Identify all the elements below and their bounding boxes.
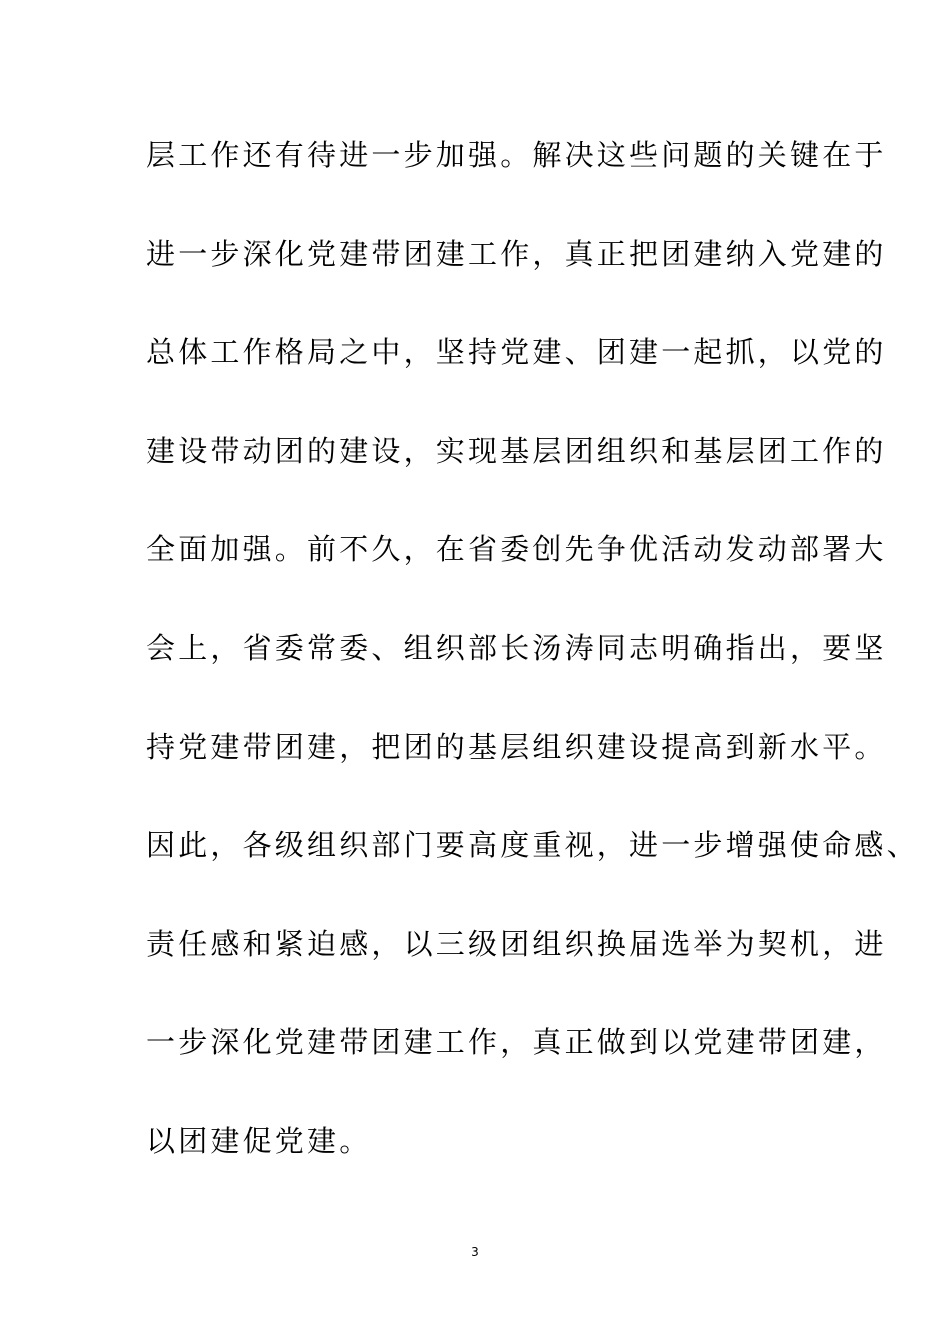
text-line: 总体工作格局之中，坚持党建、团建一起抓，以党的	[146, 335, 887, 370]
text-line: 建设带动团的建设，实现基层团组织和基层团工作的	[146, 433, 887, 468]
text-line: 持党建带团建，把团的基层组织建设提高到新水平。	[146, 729, 887, 764]
body-text	[146, 128, 919, 1213]
text-line: 责任感和紧迫感，以三级团组织换届选举为契机，进	[146, 926, 887, 961]
text-line: 全面加强。前不久，在省委创先争优活动发动部署大	[146, 532, 887, 567]
text-line: 层工作还有待进一步加强。解决这些问题的关键在于	[146, 138, 887, 172]
text-line: 以团建促党建。	[146, 1123, 372, 1158]
text-line: 进一步深化党建带团建工作，真正把团建纳入党建的	[146, 236, 887, 271]
text-line: 一步深化党建带团建工作，真正做到以党建带团建，	[146, 1025, 887, 1060]
page-number: 3	[471, 1245, 479, 1259]
text-line: 会上，省委常委、组织部长汤涛同志明确指出，要坚	[146, 630, 887, 665]
text-line: 因此，各级组织部门要高度重视，进一步增强使命感、	[146, 828, 919, 863]
